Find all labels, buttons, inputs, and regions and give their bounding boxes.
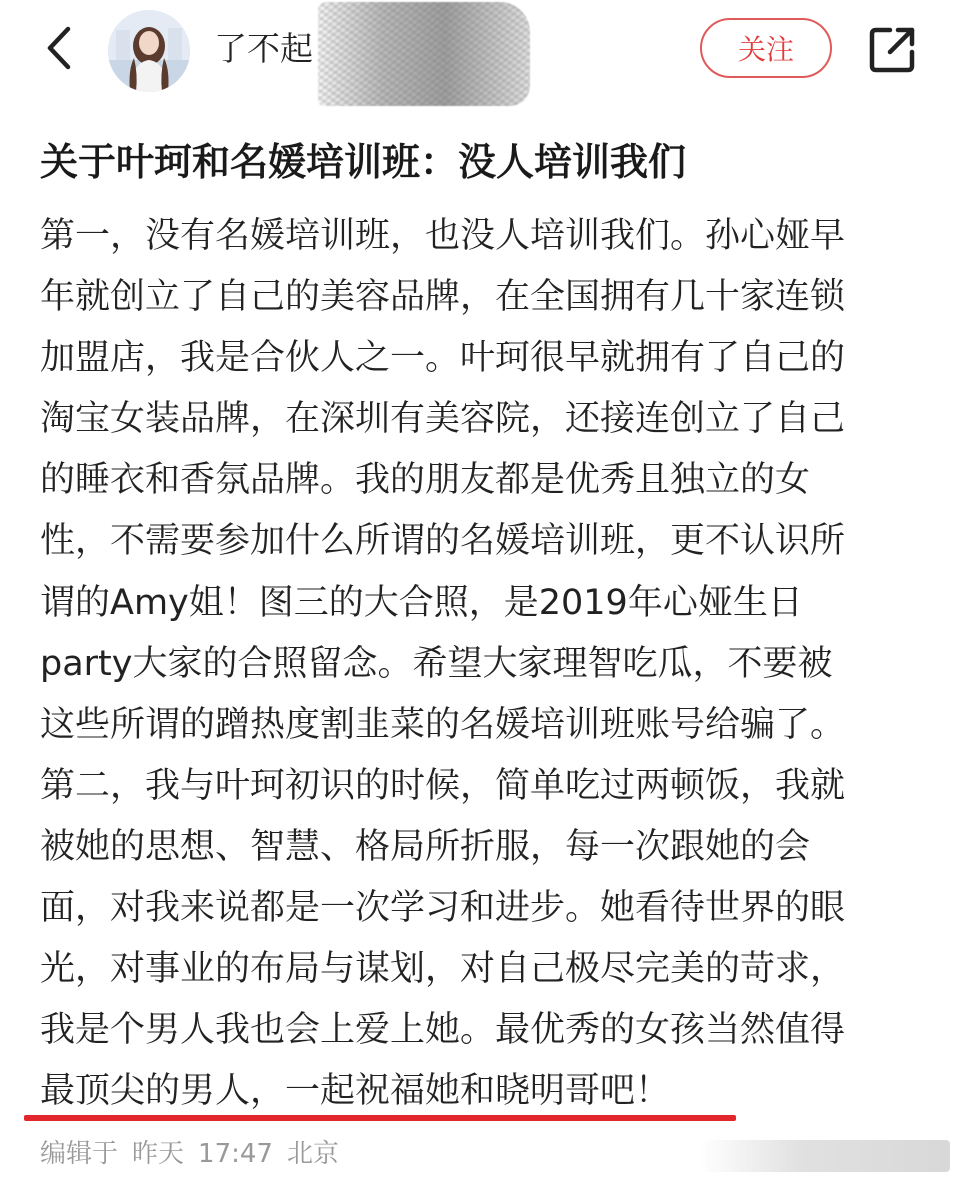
body-line: 年就创立了自己的美容品牌，在全国拥有几十家连锁 [40,277,846,318]
edited-time: 17:47 [198,1139,273,1169]
avatar-image [108,10,190,92]
body-line: 的睡衣和香氛品牌。我的朋友都是优秀且独立的女 [40,460,811,501]
body-line: 光，对事业的布局与谋划，对自己极尽完美的苛求， [40,949,846,990]
body-line: 第二，我与叶珂初识的时候，简单吃过两顿饭，我就 [40,765,846,806]
share-external-icon [866,24,918,76]
body-line: 性，不需要参加什么所谓的名媛培训班，更不认识所 [40,521,846,562]
edited-location: 北京 [286,1139,339,1169]
follow-button[interactable]: 关注 [700,18,832,78]
top-bar [0,0,960,110]
body-line: party大家的合照留念。希望大家理智吃瓜，不要被 [40,643,833,684]
back-button[interactable] [34,20,84,76]
post-body [40,206,920,1122]
avatar[interactable] [108,10,190,92]
post-meta [40,1132,353,1176]
share-button[interactable] [866,24,918,76]
watermark [700,1140,950,1172]
post-title: 关于叶珂和名媛培训班：没人培训我们 [40,140,687,184]
body-line: 面，对我来说都是一次学习和进步。她看待世界的眼 [40,888,846,929]
edited-day: 昨天 [132,1139,185,1169]
edited-label: 编辑于 [40,1139,119,1169]
body-line: 我是个男人我也会上爱上她。最优秀的女孩当然值得 [40,1010,846,1051]
body-line: 这些所谓的蹭热度割韭菜的名媛培训班账号给骗了。 [40,704,846,745]
username[interactable]: 了不起 [214,29,313,68]
body-line: 被她的思想、智慧、格局所折服，每一次跟她的会 [40,826,811,867]
redaction-smudge [318,2,530,106]
body-line: 第一，没有名媛培训班，也没人培训我们。孙心娅早 [40,216,846,256]
body-line: 谓的Amy姐！图三的大合照，是2019年心娅生日 [40,582,803,623]
body-line: 加盟店，我是合伙人之一。叶珂很早就拥有了自己的 [40,338,846,379]
body-line: 最顶尖的男人，一起祝福她和晓明哥吧！ [40,1071,671,1112]
chevron-left-icon [44,23,74,73]
body-line: 淘宝女装品牌，在深圳有美容院，还接连创立了自己 [40,399,846,440]
red-underline-annotation [24,1115,736,1121]
